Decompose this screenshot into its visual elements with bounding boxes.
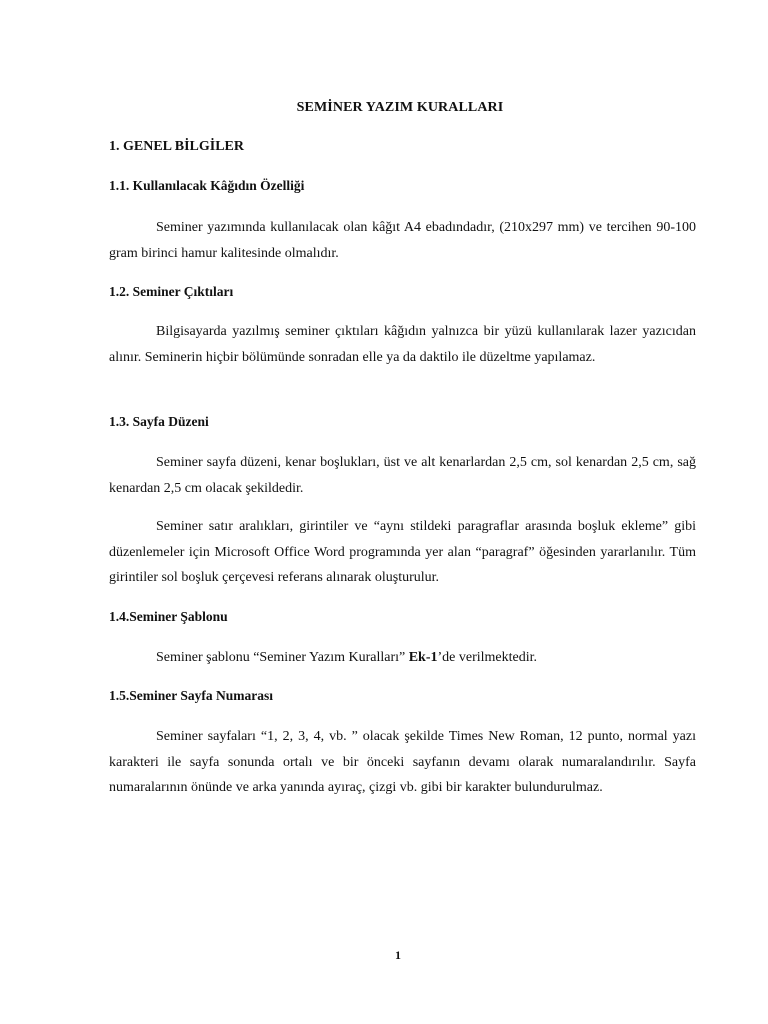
paragraph-1-3-b: Seminer satır aralıkları, girintiler ve “aynı stildeki paragraflar arasında boşluk ekleme” gibi düzenlemeler için Microsoft Office Word programında yer alan “paragraf” öğesinden yararlanılır. Tüm girintiler sol boşluk çerçevesi referans alınarak oluşturulur. [109, 519, 696, 585]
paragraph-1-2: Bilgisayarda yazılmış seminer çıktıları kâğıdın yalnızca bir yüzü kullanılarak lazer yazıcıdan alınır. Seminerin hiçbir bölümünde sonradan elle ya da daktilo ile düzeltme yapılamaz. [109, 324, 696, 365]
subsection-heading-1-1: 1.1. Kullanılacak Kâğıdın Özelliği [109, 178, 305, 193]
paragraph-1-1: Seminer yazımında kullanılacak olan kâğıt A4 ebadındadır, (210x297 mm) ve tercihen 90-100 gram birinci hamur kalitesinde olmalıdır. [109, 220, 696, 261]
paragraph-1-5: Seminer sayfaları “1, 2, 3, 4, vb. ” olacak şekilde Times New Roman, 12 punto, normal yazı karakteri ile sayfa sonunda ortalı ve bir önceki sayfanın devamı olarak numaralandırılır. Sayfa numaralarının önünde ve arka yanında ayıraç, çizgi vb. gibi bir karakter bulundurulmaz. [109, 729, 696, 795]
paragraph-1-4 [109, 645, 696, 671]
paragraph-1-4-suffix: ’de verilmektedir. [437, 650, 538, 665]
subsection-heading-1-5: 1.5.Seminer Sayfa Numarası [109, 688, 273, 703]
subsection-heading-1-2: 1.2. Seminer Çıktıları [109, 284, 234, 299]
section-heading-genel-bilgiler: 1. GENEL BİLGİLER [109, 139, 244, 154]
subsection-heading-1-3: 1.3. Sayfa Düzeni [109, 414, 209, 429]
page-number: 1 [395, 948, 401, 962]
ek-1-reference: Ek-1 [408, 650, 438, 665]
document-title: SEMİNER YAZIM KURALLARI [296, 100, 504, 115]
subsection-heading-1-4: 1.4.Seminer Şablonu [109, 609, 228, 624]
paragraph-1-3-a: Seminer sayfa düzeni, kenar boşlukları, üst ve alt kenarlardan 2,5 cm, sol kenardan 2,5 cm, sağ kenardan 2,5 cm olacak şekildedir. [109, 455, 696, 496]
paragraph-1-4-text: Seminer şablonu “Seminer Yazım Kuralları” [156, 650, 409, 665]
